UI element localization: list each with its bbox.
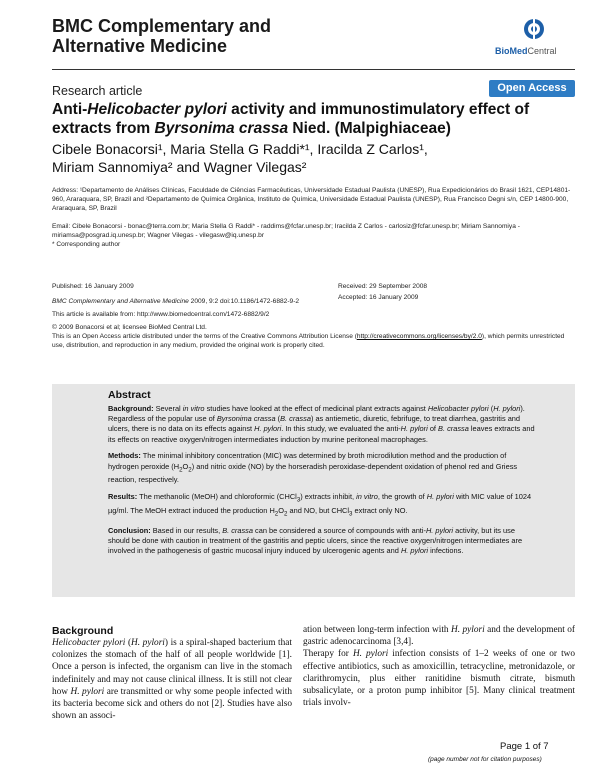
authors-line2: Miriam Sannomiya² and Wagner Vilegas² [52,159,307,175]
body-column-1 [52,637,292,722]
biomed-central-mark-icon [523,18,545,40]
abstract-body [108,404,538,563]
biomed-central-logo [495,18,575,60]
abstract-methods: Methods: The minimal inhibitory concentration (MIC) was determined by broth microdilution method and the production of hydrogen peroxide $(H_2O_2)$ and nitric oxide (NO) by the horseradish peroxidase-dependent oxidation of phenol red and Griess reaction, respectively. [108,451,518,485]
license-text: This is an Open Access article distributed under the terms of the Creative Commons Attribution License (http://creativecommons.org/licenses/by/2.0), which permits unrestricted use, distribution, and reproduction in any medium, provided the original work is properly cited. [52,333,565,350]
journal-title [52,16,271,56]
background-paragraph-cont: ation between long-term infection with H. pylori and the development of gastric adenocarcinoma [3,4]. [303,625,575,648]
abstract-background: Background: Several in vitro studies have looked at the effect of medicinal plant extracts against Helicobacter pylori (H. pylori). Regardless of the popular use of Byrsonima crassa (B. crassa) as antiemetic, diuretic, febrifuge, to treat diarrhea, gastritis and ulcers, there is no data on its effects against H. pylori. In this study, we evaluated the anti-H. pylori of B. crassa leaves extracts and its effects on reactive oxygen/nitrogen intermediates induction by murine peritoneal macrophages. [108,404,535,444]
received-date: Received: 29 September 2008 [338,283,428,290]
accepted-date: Accepted: 16 January 2009 [338,294,419,301]
therapy-paragraph: Therapy for H. pylori infection consists of 1–2 weeks of one or two effective antibiotics, such as amoxicillin, tetracycline, metronidazole, or clarithromycin, plus either ranitidine bismuth citrate, bismuth subsalicylate, or a proton pump inhibitor [5]. Many clinical treatment trials involv- [303,649,576,709]
open-access-badge: Open Access [489,80,575,97]
article-type: Research article [52,84,143,98]
license-link[interactable]: http://creativecommons.org/licenses/by/2.0 [356,333,482,340]
abstract-heading: Abstract [108,389,151,401]
authors-line1: Cibele Bonacorsi¹, Maria Stella G Raddi*¹, Iracilda Z Carlos¹, [52,141,428,157]
background-heading: Background [52,625,114,637]
abstract-conclusion: Conclusion: Based in our results, B. crassa can be considered a source of compounds with anti-H. pylori activity, but its use should be done with caution in treatment of the gastritis and peptic ulcers, since the reactive oxygen/nitrogen intermediates are involved in the pathogenesis of gastric mucosal injury induced by ulcerogenic agents and H. pylori infections. [108,525,523,556]
article-title: Anti-Helicobacter pylori activity and immunostimulatory effect of extracts from Byrsonima crassa Nied. (Malpighiaceae) [52,101,530,137]
abstract-results: Results: The methanolic (MeOH) and chloroformic (CHCl$_3$) extracts inhibit, in vitro, the growth of H. pylori with MIC value of 1024 µg/ml. The MeOH extract induced the production $H_2O_2$ and NO, but CHCl$_3$ extract only NO. [108,491,532,518]
copyright: © 2009 Bonacorsi et al; licensee BioMed Central Ltd. [52,324,207,331]
author-addresses: Address: ¹Departamento de Análises Clínicas, Faculdade de Ciências Farmacêuticas, Universidade Estadual Paulista (UNESP), Rua Expedicionários do Brasil 1621, CEP14801-960, Araraquara, SP, Brazil and ²Departamento de Química Orgânica, Instituto de Química, Universidade Estadual Paulista (UNESP), Rua Francisco Degni s/n, CEP 14800-900, Araraquara, SP, Brazil [52,187,571,213]
corresponding-author-note: * Corresponding author [52,241,121,248]
citation: BMC Complementary and Alternative Medicine 2009, 9:2 doi:10.1186/1472-6882-9-2 [52,298,300,305]
biomed-central-wordmark: BioMedCentral [495,46,557,56]
author-list [52,140,575,176]
page-number-note: (page number not for citation purposes) [428,756,542,763]
author-emails: Email: Cibele Bonacorsi - bonac@terra.com.br; Maria Stella G Raddi* - raddims@fcfar.unesp.br; Iracilda Z Carlos - carlosiz@fcfar.unesp.br; Miriam Sannomiya - miriamsa@posgrad.iq.unesp.br; Wagner Vilegas - vilegasw@iq.unesp.br [52,223,520,240]
header-rule [52,69,575,70]
availability-url: This article is available from: http://www.biomedcentral.com/1472-6882/9/2 [52,311,270,318]
journal-title-line2: Alternative Medicine [52,36,228,56]
journal-title-line1: BMC Complementary and [52,16,272,36]
page-number: Page 1 of 7 [500,741,549,752]
background-paragraph: Helicobacter pylori (H. pylori) is a spiral-shaped bacterium that colonizes the stomach of the half of all people worldwide [1]. Once a person is infected, the organism can live in the stomach indefinitely and may not cause clinical illness. It is still not clear how H. pylori are transmitted or why some people infected with its bacteria become sick and others do not [2]. Studies have also shown an associ- [52,638,292,722]
body-column-2 [303,624,575,709]
published-date: Published: 16 January 2009 [52,283,134,290]
